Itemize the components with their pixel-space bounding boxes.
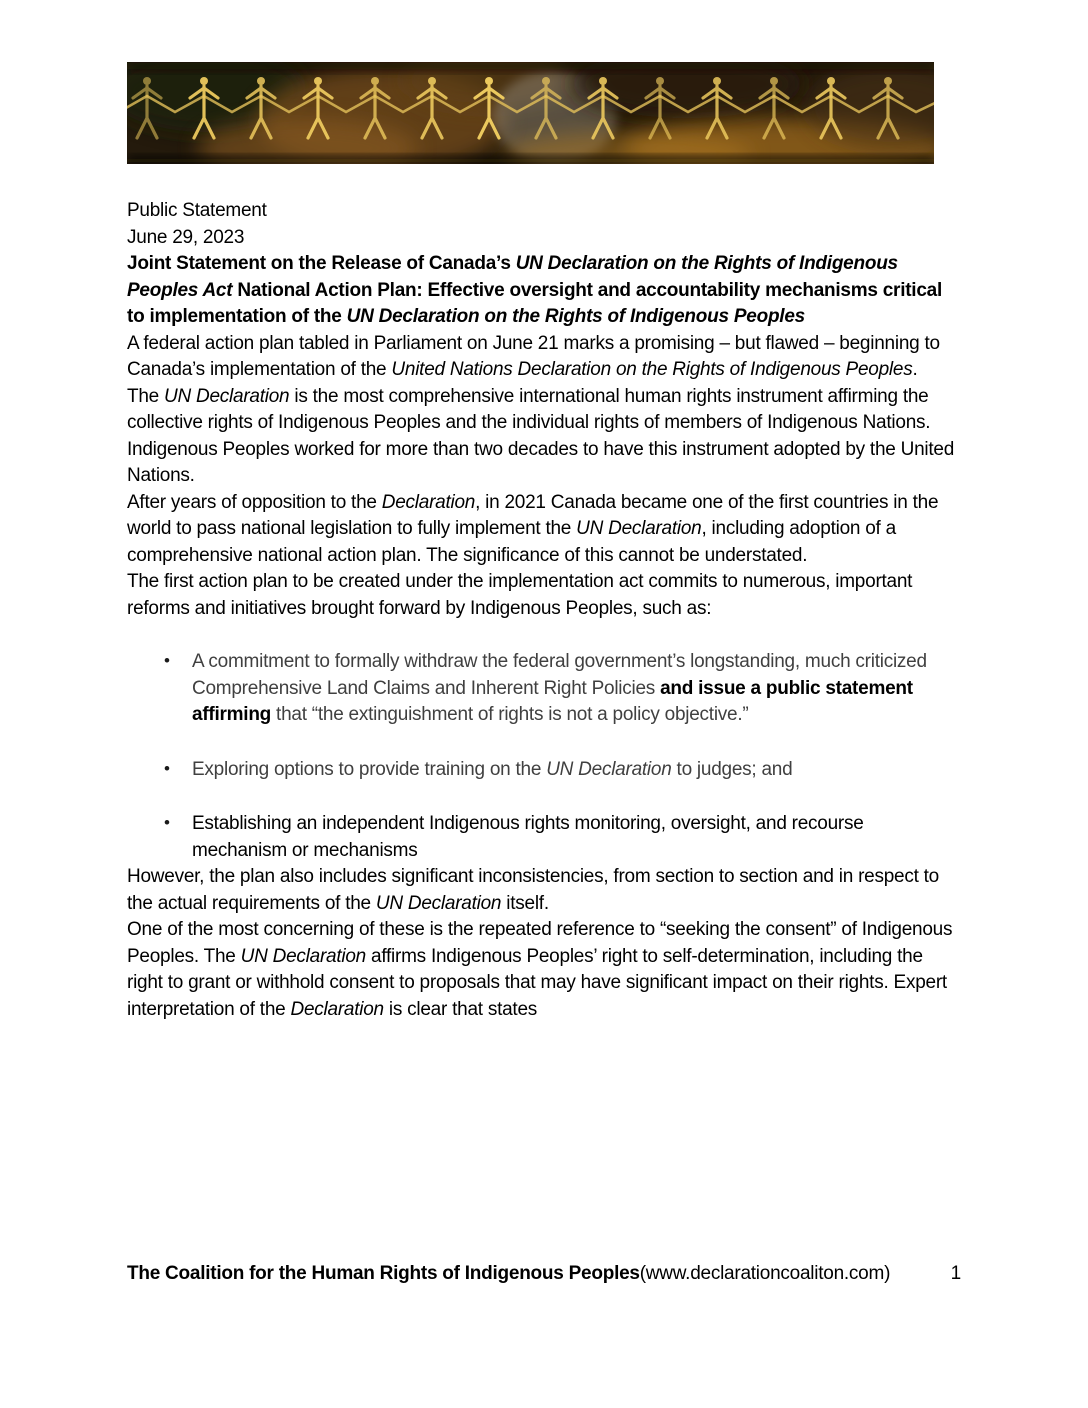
bullet-glyph: • [164, 758, 170, 778]
footer-website: (www.declarationcoaliton.com) [639, 1263, 891, 1284]
doc-date-line: June 29, 2023 [127, 226, 245, 248]
paragraph-6: One of the most concerning of these is the repeated reference to “seeking the consent” of Indigenous Peoples. The UN Declaration affirms Indigenous Peoples’ right to self-determination, including the right to grant or withhold consent to proposals that may have significant impact on their rights. Expert interpretation of the Declaration is clear that states [127, 919, 953, 1020]
paragraph-2: The UN Declaration is the most comprehensive international human rights instrument affirming the collective rights of Indigenous Peoples and the individual rights of members of Indigenous Nations. Indigenous Peoples worked for more than two decades to have this instrument adopted by the United Nations. [127, 385, 955, 486]
bullet-item-text: Establishing an independent Indigenous rights monitoring, oversight, and recourse mechanism or mechanisms [192, 813, 864, 861]
bullet-list [127, 649, 961, 864]
paragraph-4: The first action plan to be created under the implementation act commits to numerous, important reforms and initiatives brought forward by Indigenous Peoples, such as: [127, 571, 913, 619]
bullet-glyph: • [164, 651, 170, 670]
bullet-item-text: A commitment to formally withdraw the federal government’s longstanding, much criticized Comprehensive Land Claims and Inherent Right Policies and issue a public statement affirming that “the extinguishment of rights is not a policy objective.” [192, 651, 927, 725]
paragraph-5: However, the plan also includes significant inconsistencies, from section to section and in respect to the actual requirements of the UN Declaration itself. [127, 866, 940, 914]
bullet-glyph: • [164, 813, 170, 832]
rock-art-banner-image [127, 62, 934, 164]
bullet-item-2 [164, 757, 961, 784]
document-title: Joint Statement on the Release of Canada’s UN Declaration on the Rights of Indigenous Peoples Act National Action Plan: Effective oversight and accountability mechanisms critical to implementation of the UN Declaration on the Rights of Indigenous Peoples [127, 253, 942, 327]
doc-type-line: Public Statement [127, 200, 267, 221]
rock-art-figures-graphic [127, 62, 934, 164]
paragraph-3: After years of opposition to the Declaration, in 2021 Canada became one of the first countries in the world to pass national legislation to fully implement the UN Declaration, including adoption of a comprehensive national action plan. The significance of this cannot be understated. [127, 491, 939, 566]
page-number: 1 [950, 1263, 961, 1284]
document-body [127, 198, 961, 1023]
bullet-item-3 [164, 811, 961, 864]
bullet-item-text: Exploring options to provide training on the UN Declaration to judges; and [192, 758, 793, 780]
page-footer [127, 1261, 961, 1287]
bullet-item-1 [164, 649, 961, 729]
paragraph-1: A federal action plan tabled in Parliament on June 21 marks a promising – but flawed – beginning to Canada’s implementation of the United Nations Declaration on the Rights of Indigenous Peoples. [127, 332, 940, 380]
footer-org-name: The Coalition for the Human Rights of Indigenous Peoples [127, 1263, 640, 1284]
